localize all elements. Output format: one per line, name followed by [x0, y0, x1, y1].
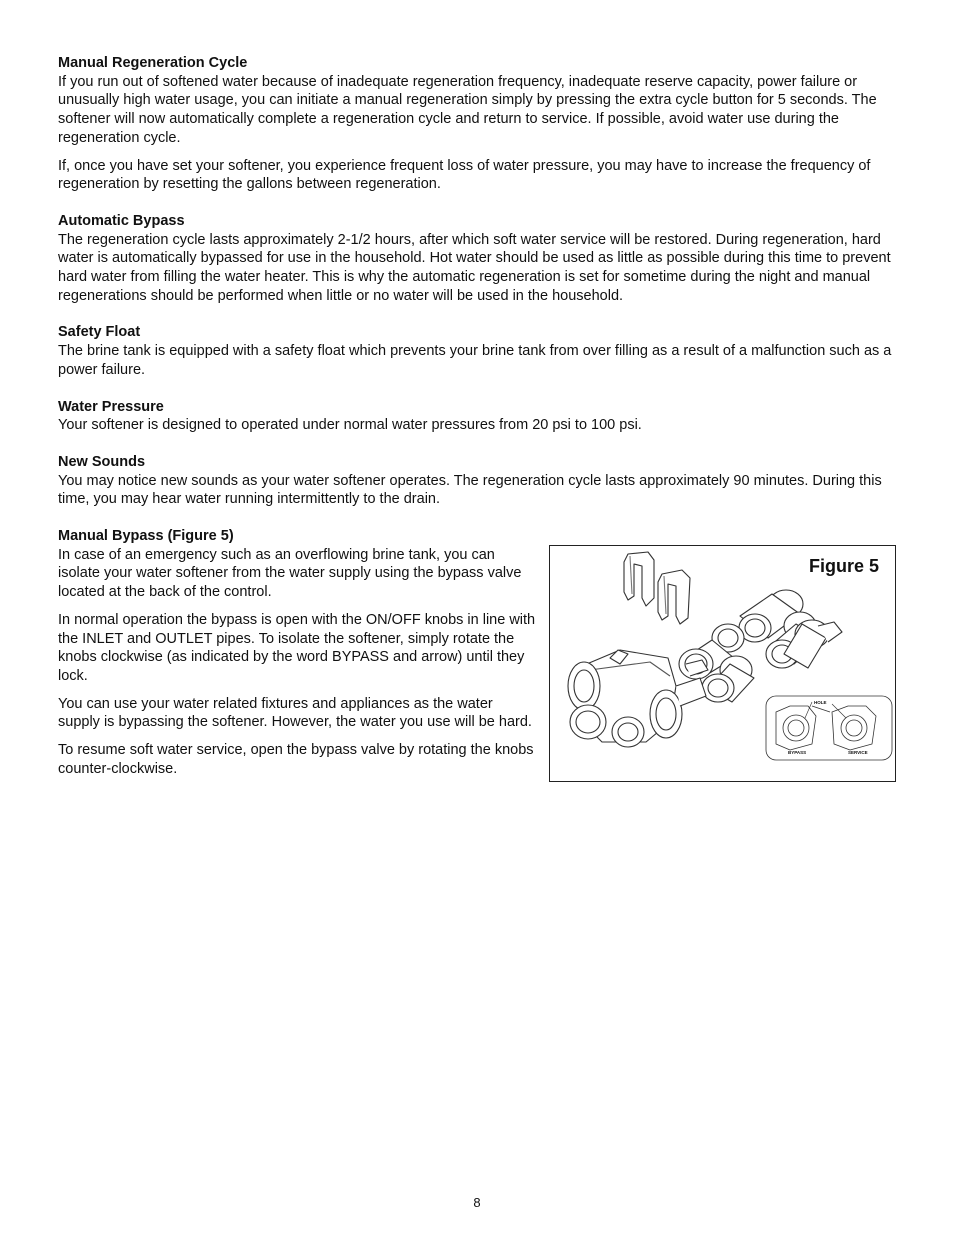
- manual-bypass-text: [58, 546, 536, 779]
- paragraph: In normal operation the bypass is open with the ON/OFF knobs in line with the INLET and OUTLET pipes. To isolate the softener, simply rotate the knobs clockwise (as indicated by the word BYPASS and arrow) until they lock.: [58, 611, 536, 684]
- inset-label-bypass: BYPASS: [788, 750, 807, 756]
- figure-title: Figure 5: [808, 556, 879, 577]
- clip-left-illustration: [624, 552, 654, 606]
- bypass-valve-illustration: [550, 546, 897, 783]
- paragraph: You may notice new sounds as your water softener operates. The regeneration cycle lasts approximately 90 minutes. During this time, you may hear water running intermittently to the drain.: [58, 472, 882, 508]
- page-number: 8: [473, 1195, 481, 1210]
- figure-5-box: [549, 545, 896, 782]
- inset-label-service: SERVICE: [848, 750, 868, 756]
- paragraph: To resume soft water service, open the bypass valve by rotating the knobs counter-clockwise.: [58, 742, 534, 777]
- heading-manual-bypass: Manual Bypass (Figure 5): [58, 528, 234, 545]
- heading-new-sounds: New Sounds: [58, 453, 146, 470]
- section-manual-regeneration: [58, 54, 898, 194]
- section-new-sounds: [58, 453, 898, 509]
- paragraph: You can use your water related fixtures and appliances as the water supply is bypassing the softener. However, the water you use will be hard.: [58, 695, 532, 731]
- section-safety-float: [58, 323, 898, 379]
- section-water-pressure: [58, 398, 898, 435]
- heading-automatic-bypass: Automatic Bypass: [58, 212, 185, 229]
- paragraph: Your softener is designed to operated under normal water pressures from 20 psi to 100 psi.: [58, 417, 642, 434]
- valve-body-illustration: [568, 650, 708, 747]
- knob-position-inset: [766, 696, 892, 760]
- document-page: [58, 54, 898, 797]
- section-automatic-bypass: [58, 212, 898, 306]
- paragraph: The brine tank is equipped with a safety float which prevents your brine tank from over filling as a result of a malfunction such as a power failure.: [58, 343, 892, 378]
- heading-manual-regeneration: Manual Regeneration Cycle: [58, 55, 248, 71]
- paragraph: If, once you have set your softener, you experience frequent loss of water pressure, you may have to increase the frequency of regeneration by resetting the gallons between regeneration.: [58, 157, 871, 193]
- paragraph: If you run out of softened water because of inadequate regeneration frequency, inadequate reserve capacity, power failure or unusually high water usage, you can initiate a manual regeneration simply by pressing the extra cycle button for 5 seconds. The softener will now automatically complete a regeneration cycle and return to service. If possible, avoid water use during the regeneration cycle.: [58, 73, 877, 146]
- heading-safety-float: Safety Float: [58, 324, 141, 341]
- clip-right-illustration: [658, 570, 690, 624]
- paragraph: The regeneration cycle lasts approximately 2-1/2 hours, after which soft water service will be restored. During regeneration, hard water is automatically bypassed for use in the household. Hot water should be used as little as possible during this time to prevent hard water from filling the water heater. This is why the automatic regeneration is set for sometime during the night and manual regenerations should be performed when little or no water will be used in the household.: [58, 231, 891, 304]
- heading-water-pressure: Water Pressure: [58, 398, 164, 415]
- section-manual-bypass: [58, 527, 898, 778]
- paragraph: In case of an emergency such as an overflowing brine tank, you can isolate your water softener from the water supply using the bypass valve located at the back of the control.: [58, 546, 522, 601]
- inset-label-hole: HOLE: [814, 700, 827, 706]
